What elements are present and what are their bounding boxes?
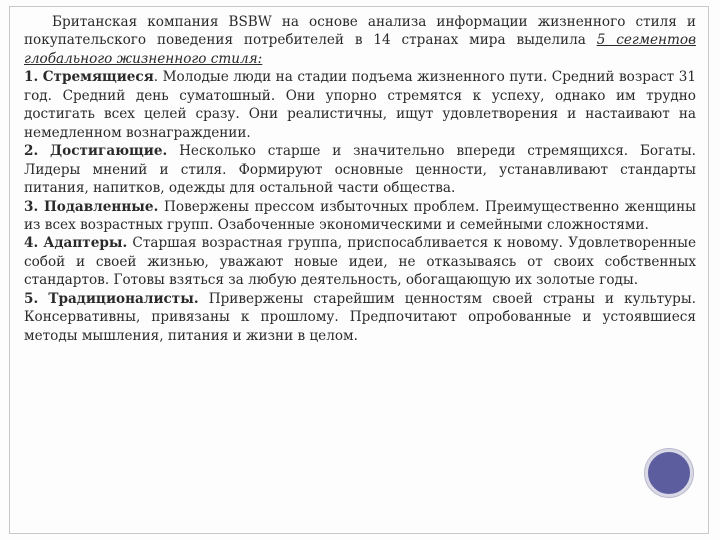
segment-number: 1. <box>24 69 39 86</box>
segment-number: 4. <box>24 235 39 252</box>
segment-item <box>24 142 696 197</box>
segment-item <box>24 198 696 235</box>
segment-number: 3. <box>24 198 39 215</box>
segment-name: Достигающие. <box>50 143 168 160</box>
segment-description: Привержены старейшим ценностям своей страны и культуры. Консервативны, привязаны к прошлому. Предпочитают опробованные и устоявшиеся методы мышления, питания и жизни в целом. <box>24 290 696 344</box>
intro-paragraph <box>24 13 696 68</box>
segment-number: 5. <box>24 290 39 307</box>
segment-item <box>24 68 696 142</box>
segment-description: . Молодые люди на стадии подъема жизненного пути. Средний возраст 31 год. Средний день суматошный. Они упорно стремятся к успеху, однако им трудно достигать всех целей сразу. Они реалистичны, ищут удовлетворения и настаивают на немедленном вознаграждении. <box>24 69 697 141</box>
segment-item <box>24 290 696 345</box>
intro-emphasis: 5 сегментов глобального жизненного стиля: <box>24 32 696 67</box>
slide-body-text <box>24 13 696 345</box>
segment-description: Старшая возрастная группа, приспосабливается к новому. Удовлетворенные собой и своей жизнью, уважают новые идеи, не отказываясь от своих собственных стандартов. Готовы взяться за любую деятельность, обогащающую их золотые годы. <box>24 235 696 289</box>
decorative-circle-icon <box>645 449 693 497</box>
segment-number: 2. <box>24 143 39 160</box>
segment-description: Повержены прессом избыточных проблем. Преимущественно женщины из всех возрастных групп. Озабоченные экономическими и семейными сложностями. <box>24 198 696 233</box>
segment-name: Традиционалисты. <box>48 290 199 307</box>
segment-name: Адаптеры. <box>43 235 128 252</box>
intro-text: Британская компания BSBW на основе анализа информации жизненного стиля и покупательского поведения потребителей в 14 странах мира выделила <box>24 14 696 49</box>
segment-name: Подавленные. <box>43 198 159 215</box>
segment-name: Стремящиеся <box>42 69 154 86</box>
segment-description: Несколько старше и значительно впереди стремящихся. Богаты. Лидеры мнений и стиля. Формируют основные ценности, устанавливают стандарты питания, напитков, одежды для остальной части общества. <box>24 143 697 197</box>
segment-item <box>24 234 696 289</box>
